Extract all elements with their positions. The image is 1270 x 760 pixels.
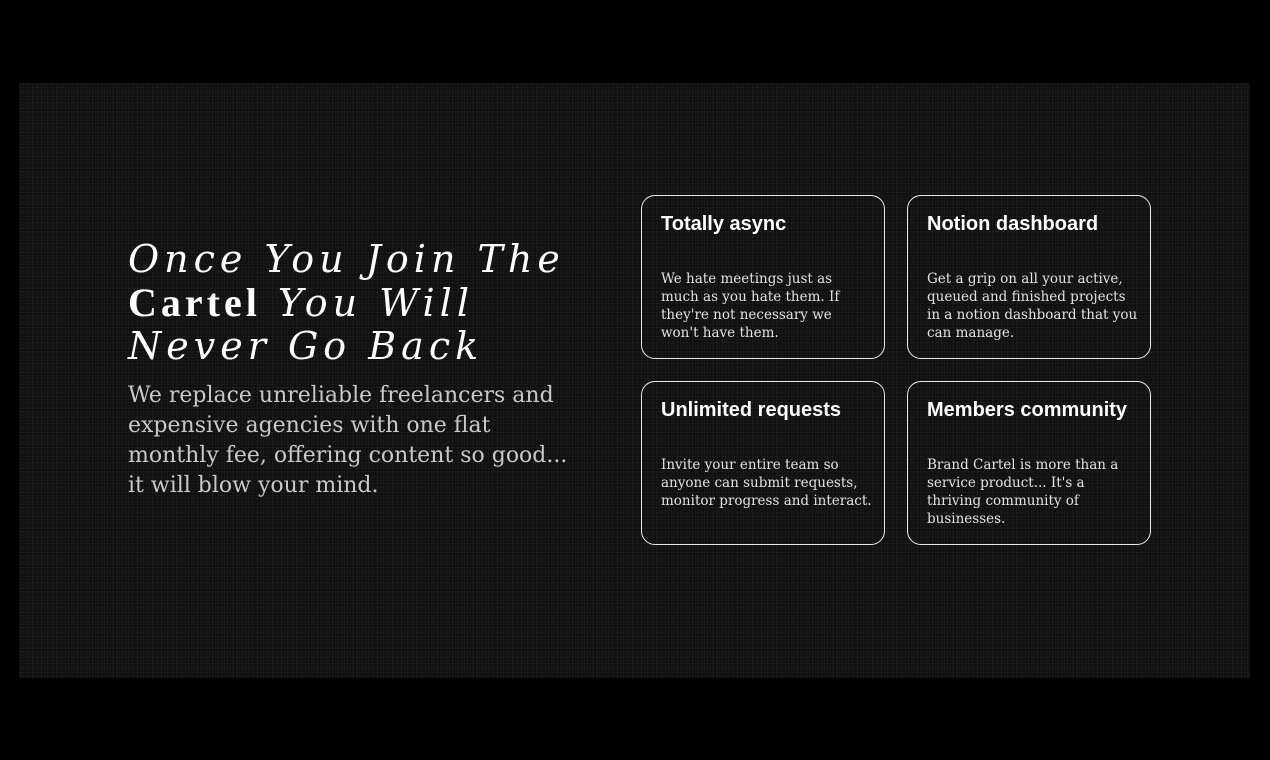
feature-card-notion-dashboard [907, 195, 1151, 359]
headline-part-1: Once You Join The [128, 237, 565, 281]
feature-card-text: Invite your entire team so anyone can submit requests, monitor progress and interact. [661, 457, 872, 509]
feature-card-title: Unlimited requests [661, 399, 842, 421]
feature-card-text: Brand Cartel is more than a service product... It's a thriving community of businesses. [927, 457, 1119, 527]
hero-subtext: We replace unreliable freelancers and expensive agencies with one flat monthly fee, offering content so good... it will blow your mind. [128, 383, 568, 498]
headline-brand-word: Cartel [128, 280, 261, 325]
feature-card-text: Get a grip on all your active, queued and finished projects in a notion dashboard that you can manage. [927, 271, 1138, 341]
feature-card-async [641, 195, 885, 359]
headline-part-2: You Will Never Go Back [128, 281, 484, 368]
feature-card-title: Notion dashboard [927, 213, 1099, 235]
feature-card-title: Totally async [661, 213, 787, 235]
feature-card-title: Members community [927, 399, 1128, 421]
hero-headline [128, 238, 598, 368]
feature-card-text: We hate meetings just as much as you hate them. If they're not necessary we won't have them. [661, 271, 840, 341]
feature-card-unlimited-requests [641, 381, 885, 545]
feature-card-members-community [907, 381, 1151, 545]
